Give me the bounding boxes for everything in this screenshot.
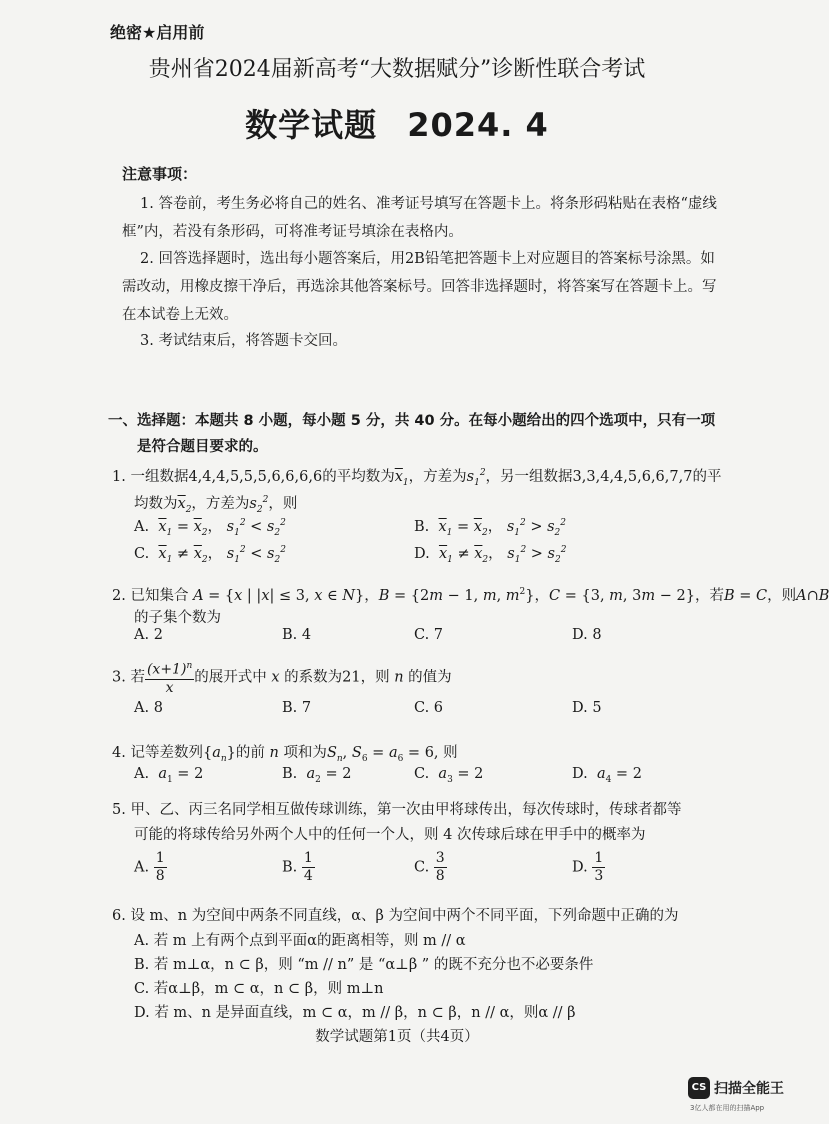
question-5-line1: 5. 甲、乙、丙三名同学相互做传球训练，第一次由甲将球传出，每次传球时，传球者都等	[112, 802, 682, 818]
exam-title: 贵州省2024届新高考“大数据赋分”诊断性联合考试	[148, 57, 646, 82]
q2-option-d: D. 8	[572, 627, 602, 643]
subject-name: 数学试题	[245, 106, 378, 144]
question-6-line1: 6. 设 m、n 为空间中两条不同直线，α、β 为空间中两个不同平面，下列命题中正确的为	[112, 908, 679, 924]
q4-option-b: B. $a_2 = 2$	[282, 766, 352, 785]
watermark-name: 扫描全能王	[714, 1081, 784, 1097]
section-heading: 一、选择题：本题共 8 小题，每小题 5 分，共 40 分。在每小题给出的四个选项中，只有一项 是符合题目要求的。	[108, 413, 716, 455]
q6-option-a: A. 若 m 上有两个点到平面α的距离相等，则 m // α	[134, 933, 466, 949]
q3-option-d: D. 5	[572, 700, 602, 716]
note-item-2: 2. 回答选择题时，选出每小题答案后，用2B铅笔把答题卡上对应题目的答案标号涂黑。如需改动，用橡皮擦干净后，再选涂其他答案标号。回答非选择题时，将答案写在答题卡上。写在本试卷上无效。	[122, 251, 717, 323]
q1-option-b: B. $\overline{x}_1 = \overline{x}_2$， $s_1^2 > s_2^2$	[414, 518, 567, 538]
q2-option-b: B. 4	[282, 627, 312, 643]
subject-title	[0, 100, 794, 146]
q1-option-c: C. $\overline{x}_1 \ne \overline{x}_2$， $s_1^2 < s_2^2$	[134, 545, 286, 565]
q5-option-b: B. $\frac{1}{4}$	[282, 850, 313, 884]
q4-option-d: D. $a_4 = 2$	[572, 766, 642, 785]
question-1-line2: 均数为$\overline{x}_2$，方差为$s_2^2$，则	[134, 495, 298, 515]
q4-option-a: A. $a_1 = 2$	[134, 766, 204, 785]
secret-label: 绝密★启用前	[110, 23, 205, 42]
note-item-1: 1. 答卷前，考生务必将自己的姓名、准考证号填写在答题卡上。将条形码粘贴在表格“虚线框”内，若没有条形码，可将准考证号填涂在表格内。	[122, 196, 717, 240]
q6-option-b: B. 若 m⊥α，n ⊂ β，则 “m // n” 是 “α⊥β ” 的既不充分也不必要条件	[134, 957, 594, 973]
question-5-line2: 可能的将球传给另外两个人中的任何一个人，则 4 次传球后球在甲手中的概率为	[134, 827, 646, 843]
q5-option-c: C. $\frac{3}{8}$	[414, 850, 445, 884]
notes-heading: 注意事项：	[122, 165, 198, 183]
q5-option-a: A. $\frac{1}{8}$	[134, 850, 165, 884]
q6-option-d: D. 若 m、n 是异面直线，m ⊂ α，m // β，n ⊂ β，n // α，则α // β	[134, 1005, 576, 1021]
q2-option-a: A. 2	[134, 627, 163, 643]
q3-option-c: C. 6	[414, 700, 444, 716]
question-4-line1: 4. 记等差数列$\{a_n\}$的前 n 项和为$S_n$, $S_6 = a_6 = 6$, 则	[112, 745, 458, 764]
exam-date: 2024. 4	[407, 106, 549, 144]
watermark-sub: 3亿人都在用的扫描App	[690, 1104, 765, 1112]
q2-option-c: C. 7	[414, 627, 444, 643]
q3-option-a: A. 8	[134, 700, 163, 716]
question-1-line1: 1. 一组数据4,4,4,5,5,5,6,6,6,6的平均数为$\overline{x}_1$，方差为$s_1^2$，另一组数据3,3,4,4,5,6,6,7,7的平	[112, 468, 722, 488]
page-footer: 数学试题第1页（共4页）	[315, 1029, 479, 1045]
q1-option-d: D. $\overline{x}_1 \ne \overline{x}_2$， $s_1^2 > s_2^2$	[414, 545, 567, 565]
question-2-line1: 2. 已知集合 A = {x | |x| ≤ 3, x ∈ N}，B = {2m − 1, m, $m^2$}，C = {3, m, 3m − 2}，若B = C，则A∩B	[112, 587, 829, 604]
note-item-3: 3. 考试结束后，将答题卡交回。	[140, 333, 347, 349]
q4-option-c: C. $a_3 = 2$	[414, 766, 484, 785]
camscanner-logo-icon: CS	[688, 1077, 710, 1099]
question-2-line2: 的子集个数为	[134, 610, 221, 626]
q5-option-d: D. $\frac{1}{3}$	[572, 850, 604, 884]
q3-option-b: B. 7	[282, 700, 312, 716]
question-3-line1: 3. 若 $\frac{(x+1)^n}{x}$ 的展开式中 x 的系数为21，则 n 的值为	[112, 658, 452, 697]
q6-option-c: C. 若α⊥β，m ⊂ α，n ⊂ β，则 m⊥n	[134, 981, 384, 997]
q1-option-a: A. $\overline{x}_1 = \overline{x}_2$， $s_1^2 < s_2^2$	[134, 518, 286, 538]
